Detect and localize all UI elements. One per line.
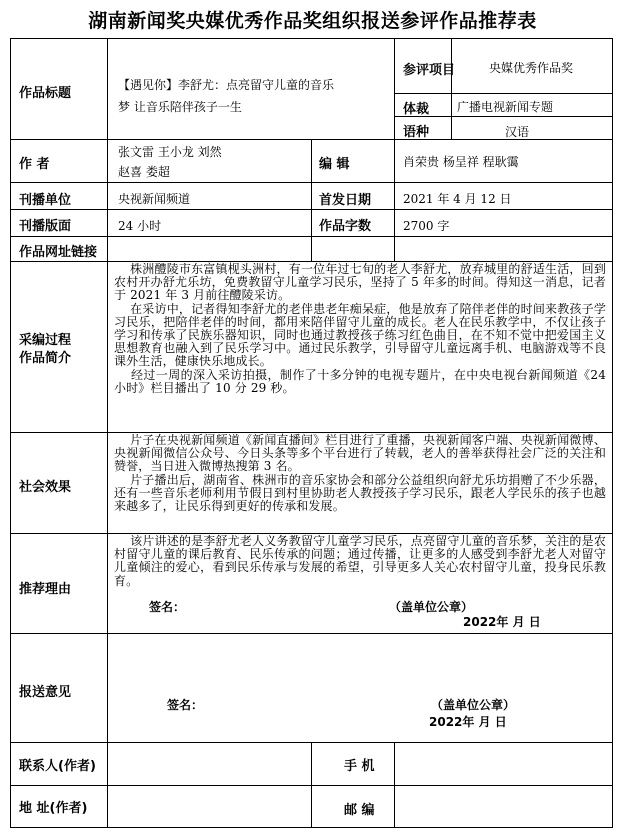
process-paragraph: 在采访中，记者得知李舒尤的老伴患老年痴呆症，他是放弃了陪伴老伴的时间来教孩子学习民乐，把陪伴老伴的时间，都用来陪伴留守儿童的成长。老人在民乐教学中，不仅让孩子学习和传承了民族乐器知识，同时也通过教授孩子练习红色曲目，在不知不觉中把爱国主义思想教育也融入到了民乐学习中。通过民乐教学，引导留守儿童远离手机、电脑游戏等不良课外生活，健康快乐地成长。 xyxy=(114,301,606,369)
label-opinion: 报送意见 xyxy=(19,685,72,700)
label-first-date: 首发日期 xyxy=(319,193,372,208)
review-item-value: 央媒优秀作品奖 xyxy=(489,61,574,75)
author-line1: 张文雷 王小龙 刘然 xyxy=(118,145,222,159)
label-summary: 作品简介 xyxy=(19,351,72,366)
label-editor: 编 辑 xyxy=(319,157,350,172)
label-contact: 联系人(作者) xyxy=(19,759,96,774)
word-count-value: 2700 字 xyxy=(403,219,450,233)
reason-date: 2022年 月 日 xyxy=(463,615,541,629)
reason-sign-label: 签名： xyxy=(149,600,186,614)
recommendation-form xyxy=(10,38,613,828)
opinion-seal: （盖单位公章） xyxy=(431,698,516,712)
label-postcode: 邮 编 xyxy=(344,803,375,818)
language-value: 汉语 xyxy=(505,125,530,139)
unit-value: 央视新闻频道 xyxy=(118,192,191,206)
label-url: 作品网址链接 xyxy=(19,245,98,260)
page-value: 24 小时 xyxy=(118,219,162,233)
first-date-value: 2021 年 4 月 12 日 xyxy=(403,192,512,206)
social-effect-text xyxy=(114,434,606,513)
reason-text xyxy=(114,535,606,588)
social-effect-paragraph: 片子在央视新闻频道《新闻直播间》栏目进行了重播，央视新闻客户端、央视新闻微博、央视新闻微信公众号、今日头条等多个平台进行了转载，老人的善举获得社会广泛的关注和赞誉，当日进入微博热搜第 3 名。 xyxy=(114,433,606,474)
label-unit: 刊播单位 xyxy=(19,193,72,208)
form-title: 湖南新闻奖央媒优秀作品奖组织报送参评作品推荐表 xyxy=(88,10,537,32)
label-author: 作 者 xyxy=(19,157,50,172)
reason-paragraph: 该片讲述的是李舒尤老人义务教留守儿童学习民乐，点亮留守儿童的音乐梦，关注的是农村留守儿童的课后教育、民乐传承的问题；通过传播，让更多的人感受到李舒尤老人对留守儿童倾注的爱心，看到民乐传承与发展的希望，引导更多人关心农村留守儿童，投身民乐教育。 xyxy=(114,534,606,588)
work-title-line2: 梦 让音乐陪伴孩子一生 xyxy=(118,100,242,114)
label-social-effect: 社会效果 xyxy=(19,480,72,495)
label-phone: 手 机 xyxy=(344,759,375,774)
process-text xyxy=(114,262,610,395)
social-effect-paragraph: 片子播出后，湖南省、株洲市的音乐家协会和部分公益组织向舒尤乐坊捐赠了不少乐器，还有一些音乐老师利用节假日到村里协助老人教授孩子学习民乐，跟老人学民乐的孩子也越来越多了，让民乐得到更好的传承和发展。 xyxy=(114,472,606,514)
editor-value: 肖荣贵 杨呈祥 程耿霭 xyxy=(403,155,519,169)
label-language: 语种 xyxy=(403,125,430,140)
label-address: 地 址(作者) xyxy=(19,801,88,816)
work-title-line1: 【遇见你】李舒尤：点亮留守儿童的音乐 xyxy=(118,78,335,92)
label-page: 刊播版面 xyxy=(19,219,72,234)
label-reason: 推荐理由 xyxy=(19,582,72,597)
process-paragraph: 经过一周的深入采访拍摄，制作了十多分钟的电视专题片，在中央电视台新闻频道《24 小时》栏目播出了 10 分 29 秒。 xyxy=(114,367,610,395)
label-genre: 体裁 xyxy=(403,102,430,117)
label-work-title: 作品标题 xyxy=(19,86,72,101)
author-line2: 赵喜 娄超 xyxy=(118,165,170,179)
process-paragraph: 株洲醴陵市东富镇枧头洲村，有一位年过七旬的老人李舒尤，放弃城里的舒适生活，回到农村开办舒尤乐坊，免费教留守儿童学习民乐，坚持了 5 年多的时间。得知这一消息，记者于 2021 年 3 月前往醴陵采访。 xyxy=(114,262,606,303)
label-process: 采编过程 xyxy=(19,333,72,348)
label-review-item: 参评项目 xyxy=(403,63,456,78)
opinion-sign-label: 签名： xyxy=(167,698,204,712)
opinion-date: 2022年 月 日 xyxy=(429,715,507,729)
reason-seal: （盖单位公章） xyxy=(389,600,474,614)
label-word-count: 作品字数 xyxy=(319,219,372,234)
genre-value: 广播电视新闻专题 xyxy=(457,100,554,114)
